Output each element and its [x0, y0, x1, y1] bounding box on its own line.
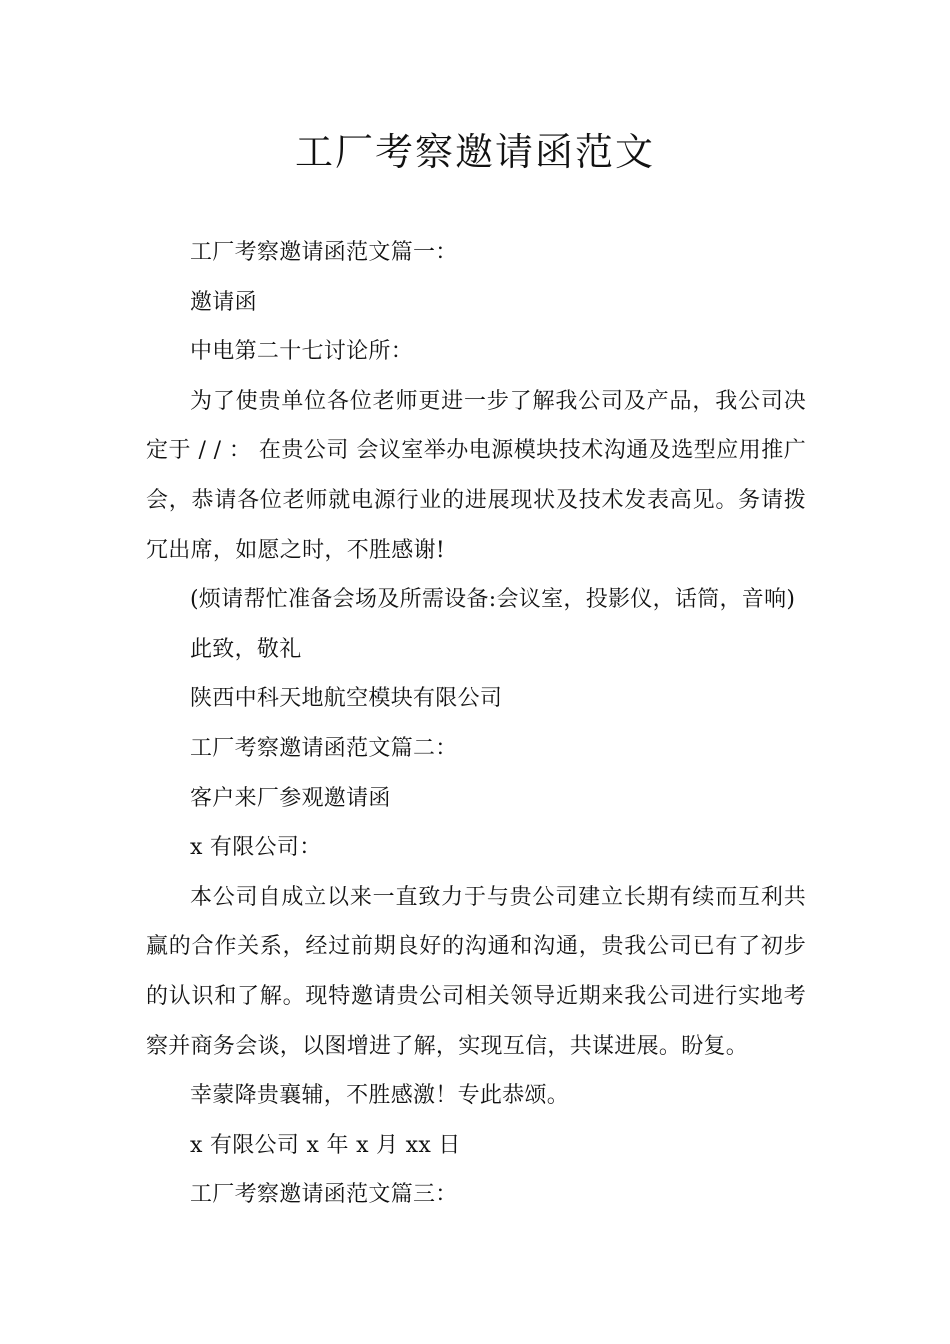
section-heading-1: 工厂考察邀请函范文篇一：: [190, 240, 458, 265]
sender-company: 陕西中科天地航空模块有限公司: [190, 686, 503, 712]
body-paragraph: 本公司自成立以来一直致力于与贵公司建立长期有续而互利共赢的合作关系，经过前期良好的沟通和沟通，贵我公司已有了初步的认识和了解。现特邀请贵公司相关领导近期来我公司进行实地考察并商务会谈，以图增进了解，实现互信，共谋进展。盼复。: [146, 884, 806, 1059]
document-title: 工厂考察邀请函范文: [294, 130, 655, 174]
section-heading-2: 工厂考察邀请函范文篇二：: [190, 735, 458, 761]
closing-salutation: 此致，敬礼: [190, 636, 302, 662]
document-body: [146, 228, 806, 1220]
letter-title: 客户来厂参观邀请函: [190, 785, 391, 811]
equipment-note: (烦请帮忙准备会场及所需设备:会议室，投影仪，话筒，音响): [190, 587, 796, 613]
letter-title: 邀请函: [190, 289, 257, 315]
signature-date-line: x 有限公司 x 年 x 月 xx 日: [190, 1132, 461, 1158]
recipient-line: 中电第二十七讨论所：: [190, 339, 414, 365]
closing-salutation: 幸蒙降贵襄辅，不胜感激！专此恭颂。: [190, 1083, 570, 1109]
body-paragraph: 为了使贵单位各位老师更进一步了解我公司及产品，我公司决定于 / / ： 在贵公司 会议室举办电源模块技术沟通及选型应用推广会，恭请各位老师就电源行业的进展现状及技术发表高见。务请拨冗出席，如愿之时，不胜感谢!: [146, 388, 806, 563]
section-heading-3: 工厂考察邀请函范文篇三：: [190, 1182, 458, 1208]
recipient-line: x 有限公司：: [190, 835, 322, 861]
